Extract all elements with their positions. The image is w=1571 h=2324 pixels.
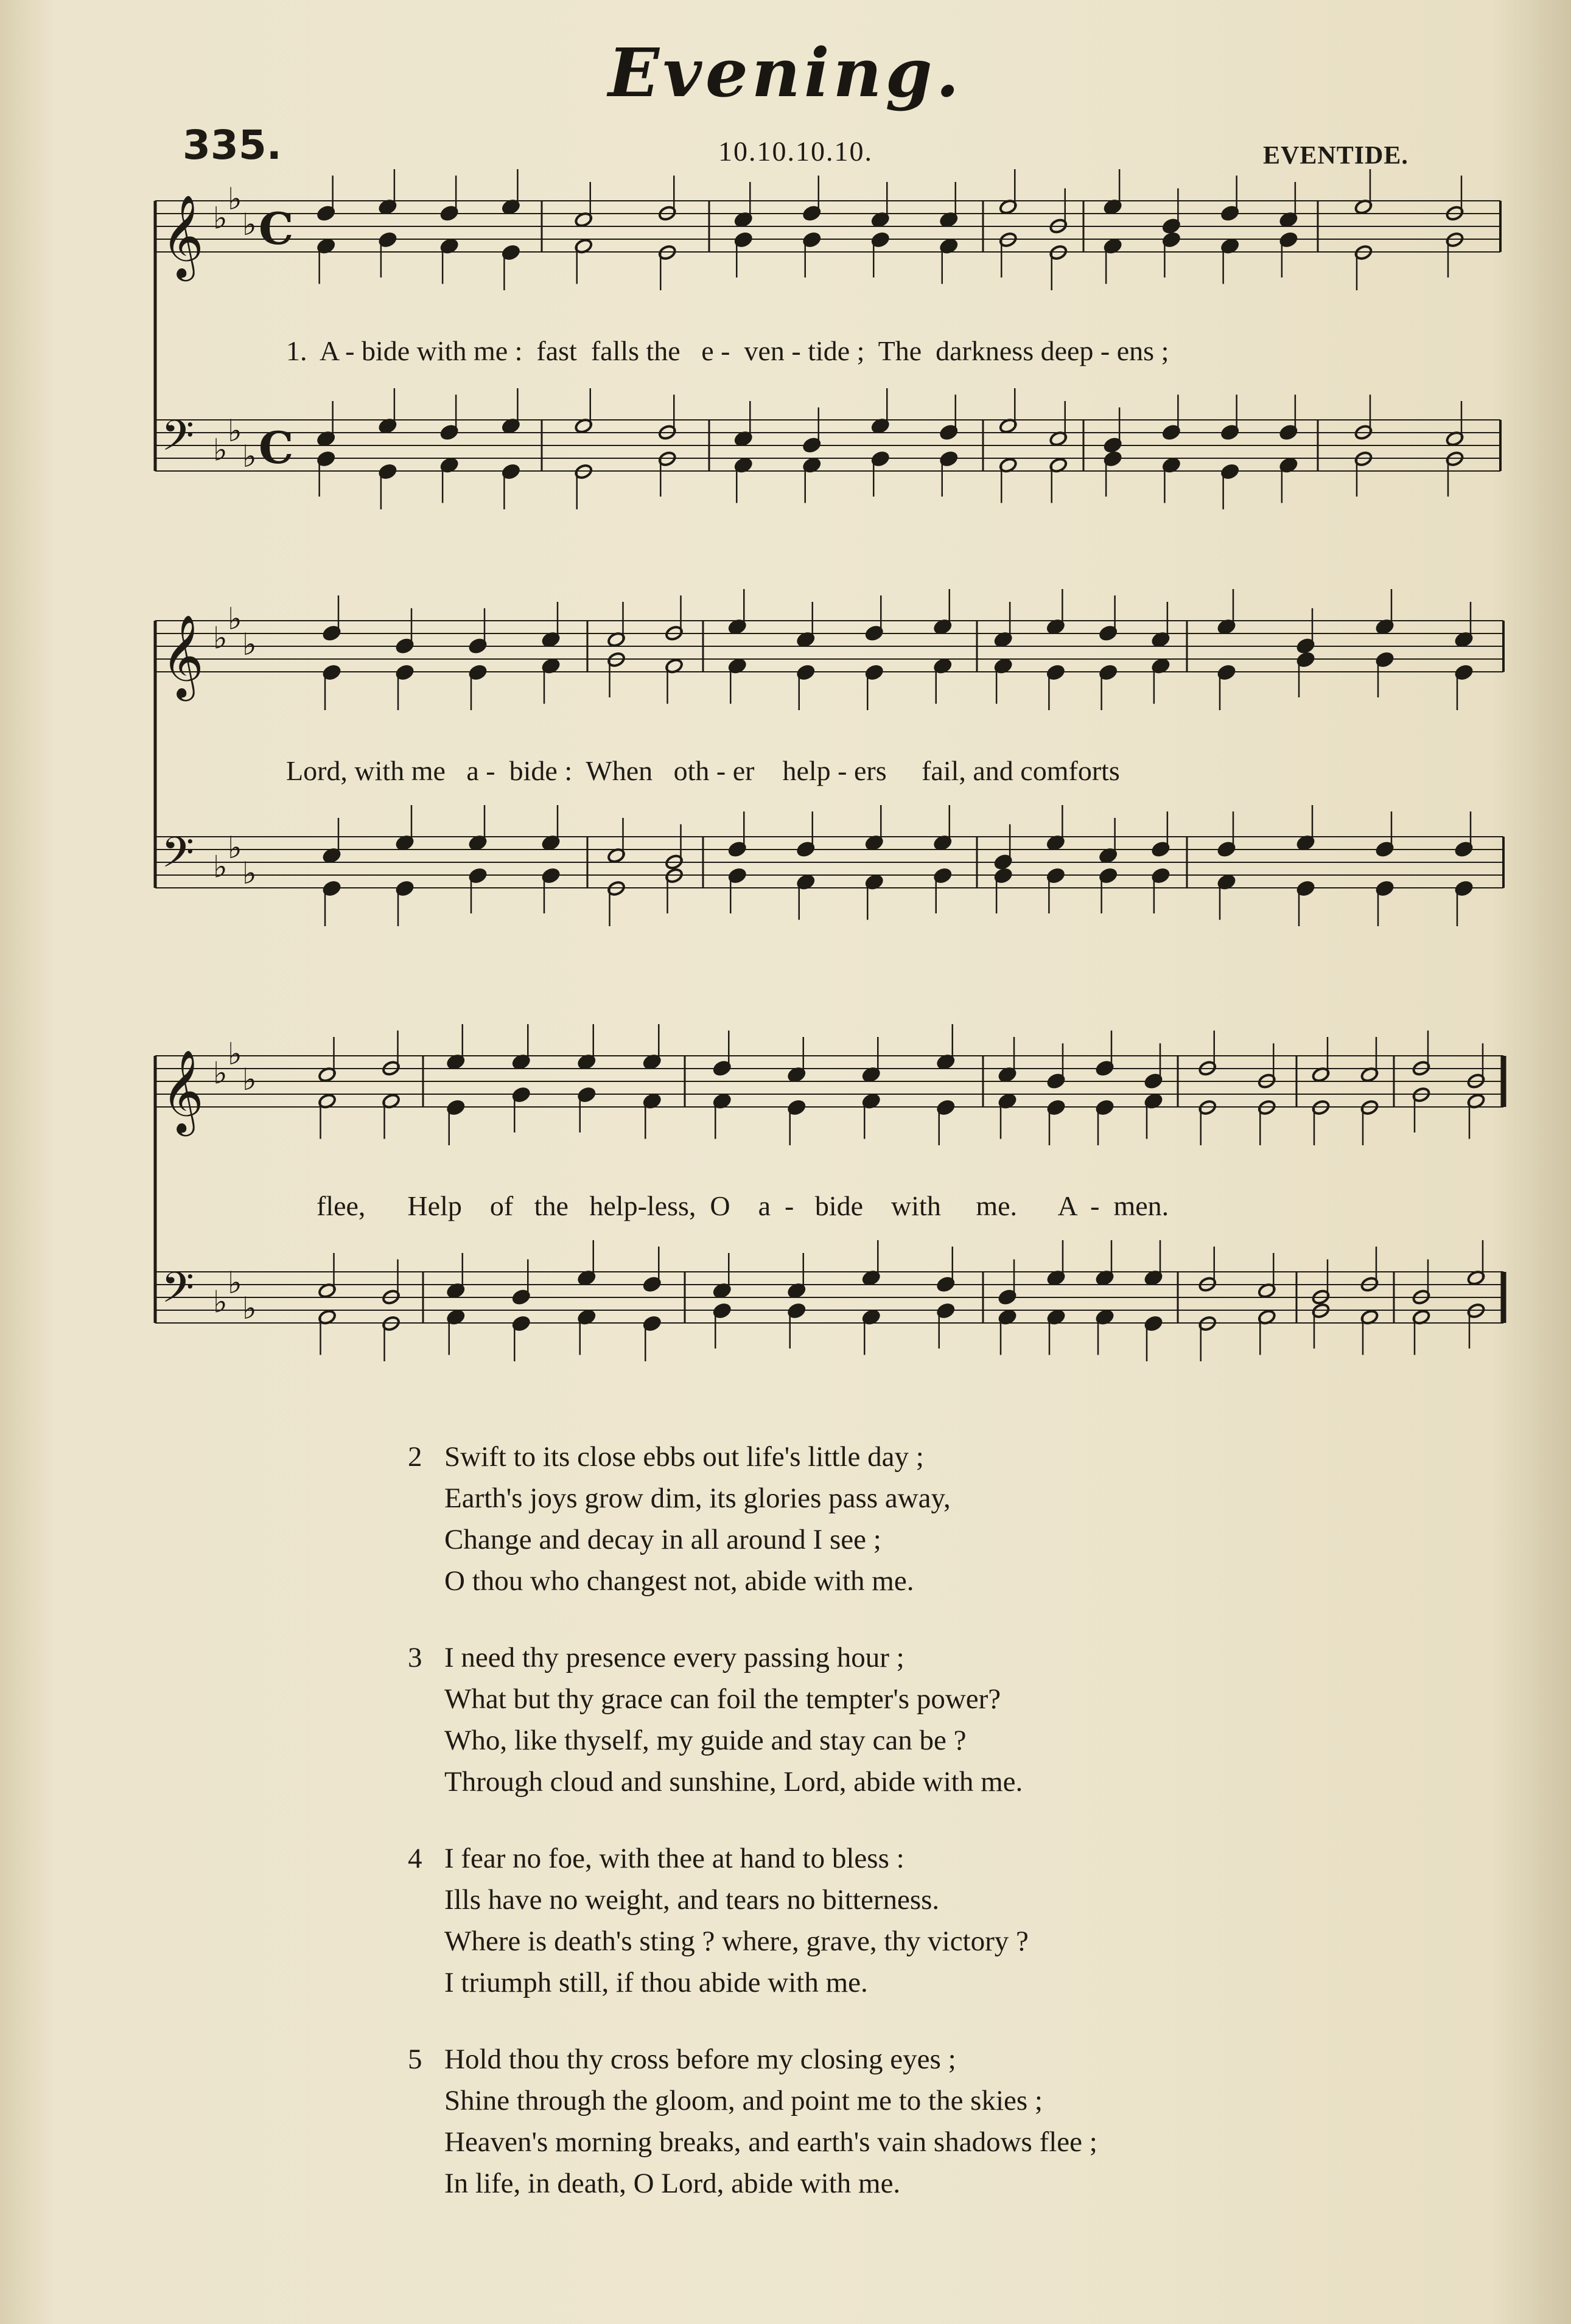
flat-icon: ♭ (242, 856, 257, 891)
flat-icon: ♭ (228, 181, 242, 217)
time-signature: C (259, 203, 294, 254)
tune-name: EVENTIDE. (1263, 142, 1408, 170)
verse-3 (408, 1637, 1023, 1802)
flat-icon: ♭ (213, 1284, 228, 1320)
flat-icon: ♭ (242, 1291, 257, 1326)
verse-line: Where is death's sting ? where, grave, thy victory ? (444, 1925, 1029, 1957)
treble-clef-icon: 𝄞 (161, 1049, 204, 1132)
verse-line: Change and decay in all around I see ; (444, 1524, 881, 1555)
flat-icon: ♭ (213, 620, 228, 656)
flat-icon: ♭ (213, 849, 228, 885)
verse-line: Through cloud and sunshine, Lord, abide with me. (444, 1766, 1023, 1798)
bass-clef-icon: 𝄢 (161, 828, 195, 887)
verse-line: I need thy presence every passing hour ; (444, 1642, 904, 1673)
flat-icon: ♭ (228, 413, 242, 448)
bass-clef-icon: 𝄢 (161, 411, 195, 470)
lyric-line-system-3: flee, Help of the help-less, O a - bide with me. A - men. (317, 1190, 1169, 1221)
flat-icon: ♭ (242, 627, 257, 662)
flat-icon: ♭ (213, 1055, 228, 1091)
flat-icon: ♭ (242, 1062, 257, 1097)
page-title: Evening. (608, 33, 963, 112)
verse-line: In life, in death, O Lord, abide with me. (444, 2168, 901, 2199)
hymn-number: 335. (183, 122, 282, 169)
verse-line: Earth's joys grow dim, its glories pass away, (444, 1482, 951, 1514)
lyric-line-system-2: Lord, with me a - bide : When oth - er help - ers fail, and comforts (286, 755, 1120, 786)
verse-line: Ills have no weight, and tears no bitterness. (444, 1884, 940, 1916)
flat-icon: ♭ (213, 200, 228, 236)
verse-line: Who, like thyself, my guide and stay can be ? (444, 1725, 967, 1756)
flat-icon: ♭ (228, 1036, 242, 1072)
verse-number: 3 (408, 1642, 422, 1673)
treble-clef-icon: 𝄞 (161, 194, 204, 277)
verse-2 (408, 1436, 951, 1602)
verse-line: Heaven's morning breaks, and earth's vain shadows flee ; (444, 2126, 1097, 2158)
verse-line: I fear no foe, with thee at hand to bless : (444, 1843, 904, 1874)
verse-line: I triumph still, if thou abide with me. (444, 1967, 868, 1998)
flat-icon: ♭ (213, 432, 228, 468)
verse-5 (408, 2039, 1097, 2204)
verse-number: 5 (408, 2043, 422, 2075)
verse-line: Shine through the gloom, and point me to the skies ; (444, 2085, 1043, 2116)
verse-4 (408, 1838, 1029, 2003)
lyric-line-system-1: 1. A - bide with me : fast falls the e - ven - tide ; The darkness deep - ens ; (286, 335, 1169, 366)
verse-line: What but thy grace can foil the tempter's power? (444, 1683, 1001, 1715)
flat-icon: ♭ (228, 1265, 242, 1300)
verse-line: Swift to its close ebbs out life's little day ; (444, 1441, 924, 1473)
flat-icon: ♭ (228, 830, 242, 865)
flat-icon: ♭ (242, 439, 257, 474)
verse-line: O thou who changest not, abide with me. (444, 1565, 914, 1597)
hymn-meter: 10.10.10.10. (718, 136, 873, 167)
time-signature: C (259, 422, 294, 473)
flat-icon: ♭ (228, 601, 242, 637)
flat-icon: ♭ (242, 207, 257, 242)
treble-clef-icon: 𝄞 (161, 613, 204, 697)
verse-number: 2 (408, 1441, 422, 1473)
bass-clef-icon: 𝄢 (161, 1263, 195, 1322)
verse-line: Hold thou thy cross before my closing eyes ; (444, 2043, 956, 2075)
verse-number: 4 (408, 1843, 422, 1874)
